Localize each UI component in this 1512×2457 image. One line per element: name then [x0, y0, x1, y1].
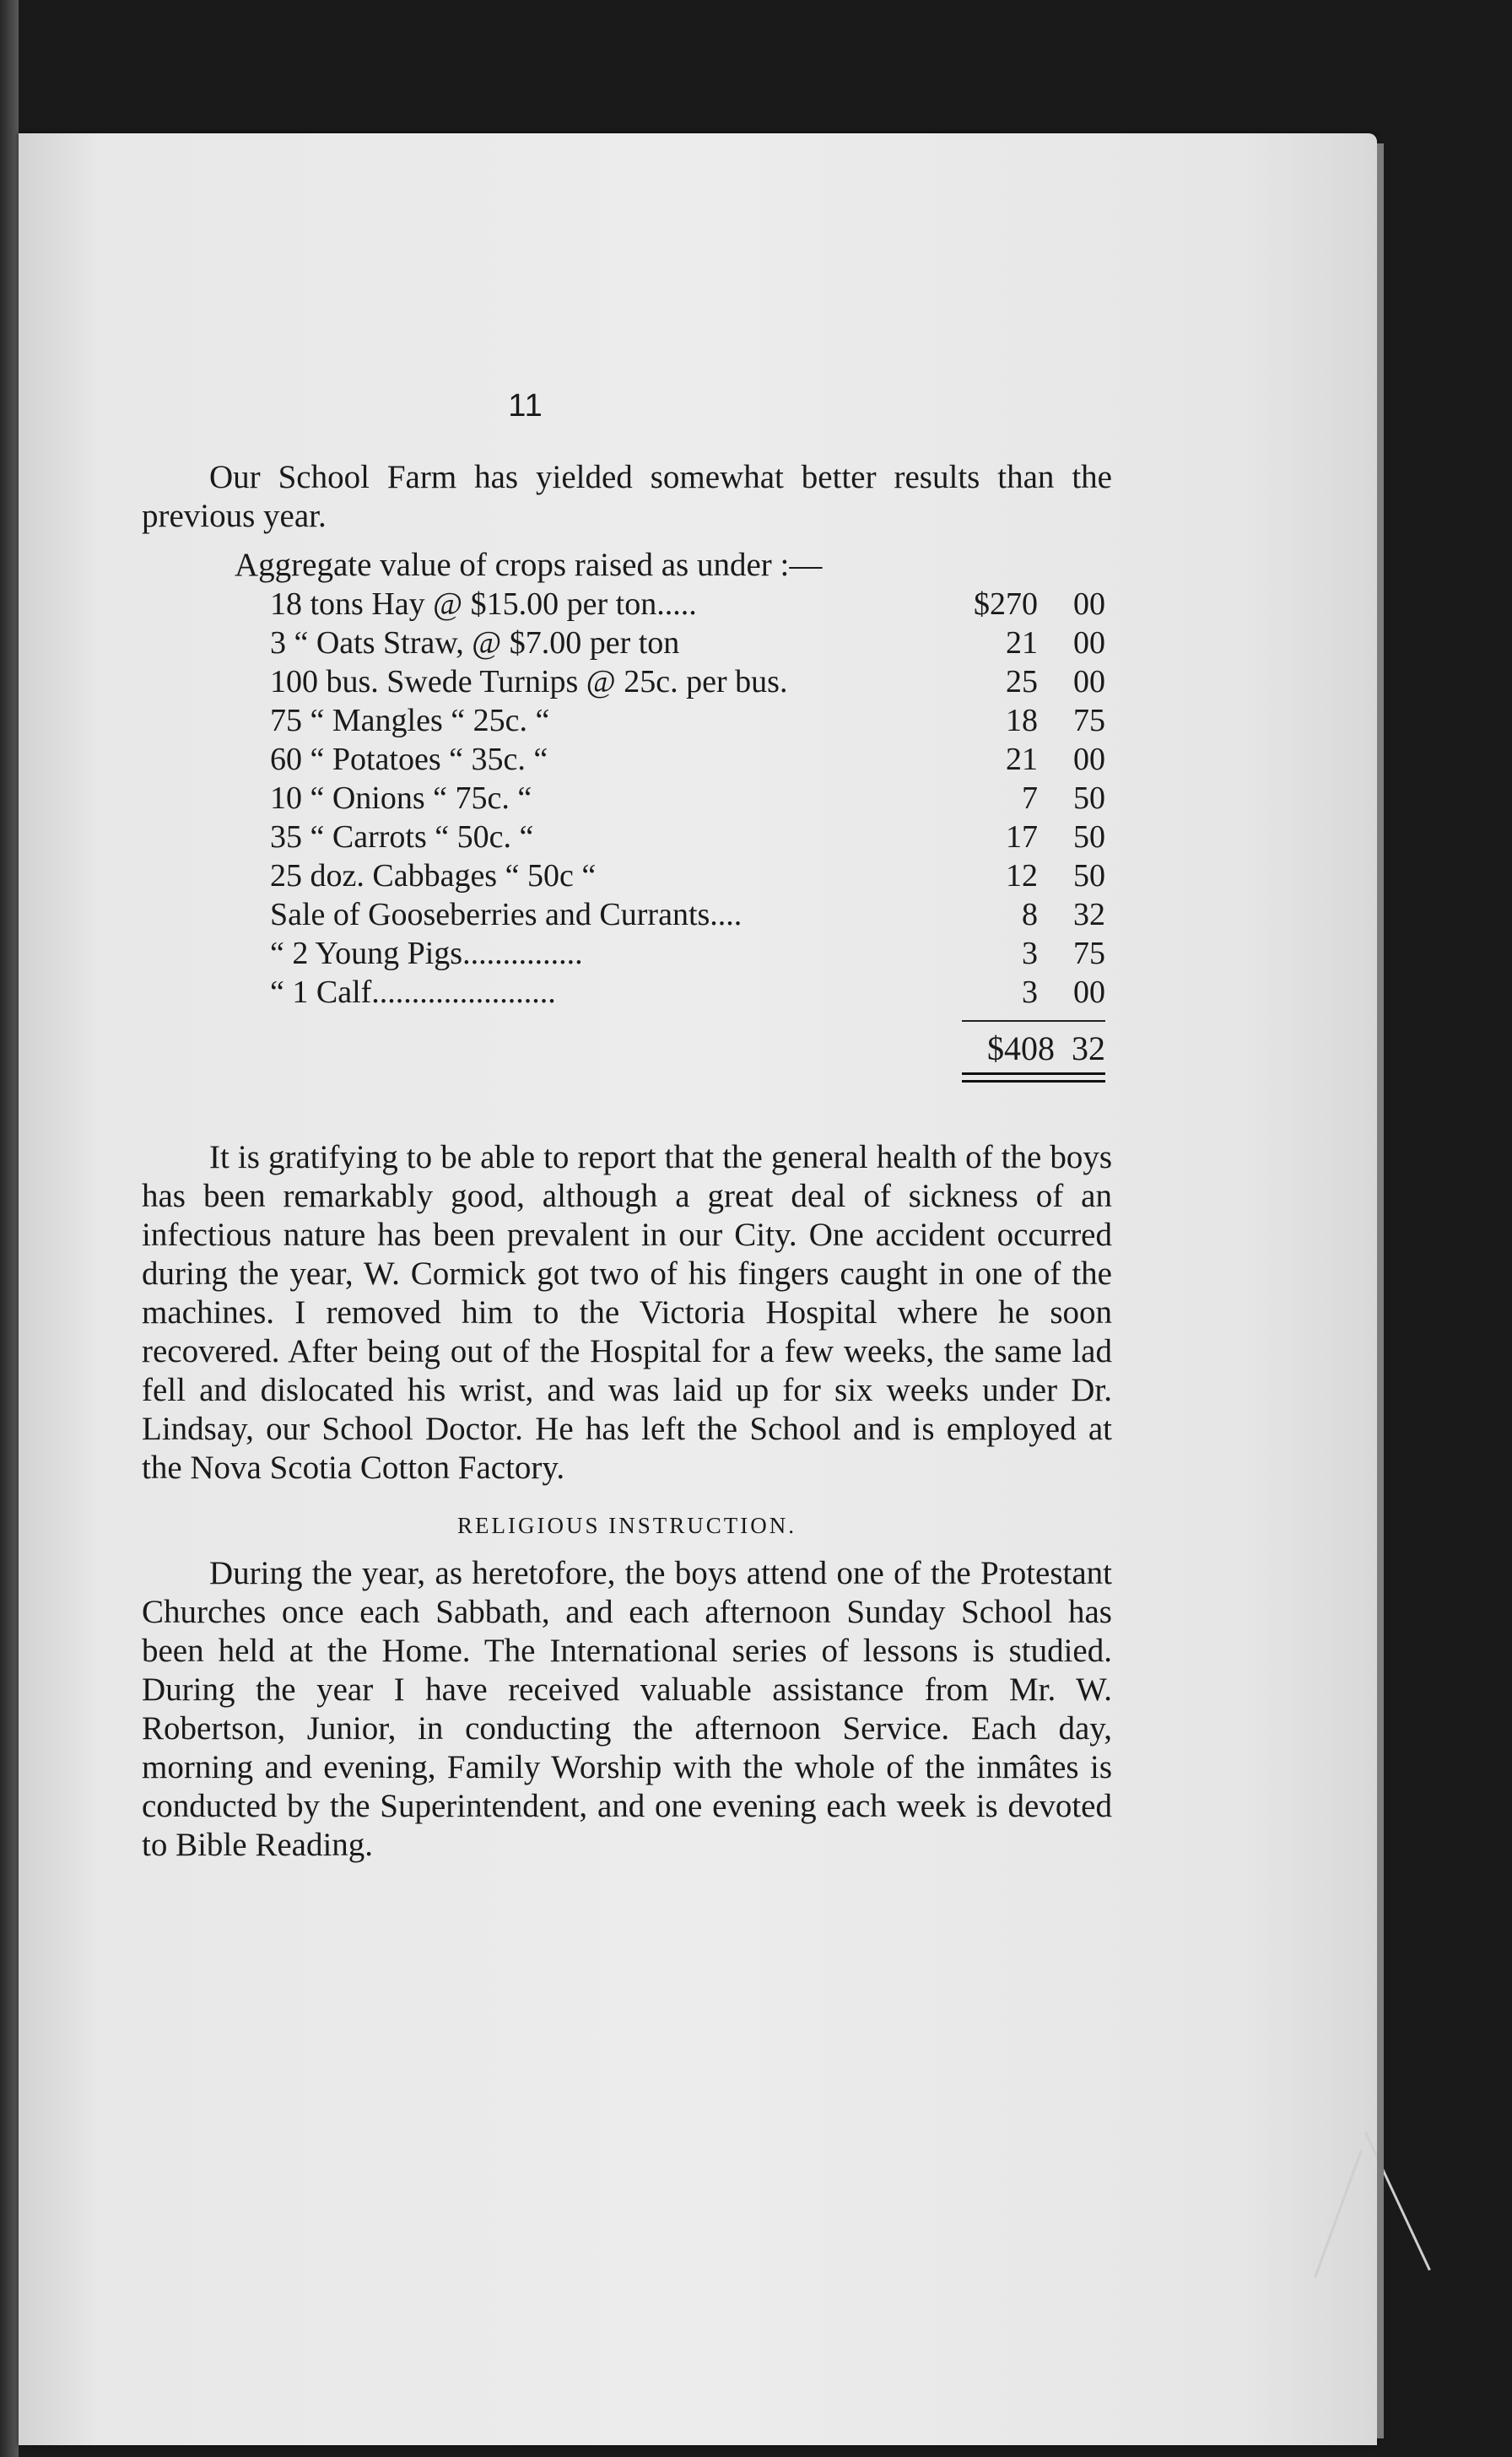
crop-row: [270, 895, 1105, 934]
crop-dollars: 7: [1022, 780, 1038, 816]
crop-row: [270, 818, 1105, 856]
crop-dollars: 3: [1022, 936, 1038, 971]
total-dollars: $408: [987, 1029, 1055, 1067]
crop-description: 75 “ Mangles “ 25c. “: [270, 703, 550, 738]
page-mark: [1364, 2132, 1431, 2271]
crop-cents: 00: [1073, 975, 1105, 1010]
crop-description: 25 doz. Cabbages “ 50c “: [270, 858, 597, 894]
page-number: 11: [508, 388, 543, 424]
total-block: [270, 1012, 1105, 1104]
crop-row: [270, 585, 1105, 624]
crop-row: [270, 934, 1105, 973]
crop-row: [270, 701, 1105, 740]
crop-description: “ 2 Young Pigs...............: [270, 936, 583, 971]
crop-row: [270, 624, 1105, 662]
crop-dollars: 8: [1022, 897, 1038, 932]
crop-cents: 00: [1073, 742, 1105, 777]
health-paragraph: It is gratifying to be able to report that the general health of the boys has been remarkably good, although a great deal of sickness of an infectious nature has been prevalent in our City. One accident occurred during the year, W. Cormick got two of his fingers caught in one of the machines. I removed him to the Victoria Hospital where he soon recovered. After being out of the Hospital for a few weeks, the same lad fell and dislocated his wrist, and was laid up for six weeks under Dr. Lindsay, our School Doctor. He has left the School and is employed at the Nova Scotia Cotton Factory.: [142, 1139, 1112, 1486]
total-line: [962, 1029, 1105, 1068]
crop-row: [270, 779, 1105, 818]
crop-cents: 75: [1073, 703, 1105, 738]
religious-paragraph: During the year, as heretofore, the boys attend one of the Protestant Churches once each Sabbath, and each afternoon Sunday School has been held at the Home. The International series of lessons is studied. During the year I have received valuable assistance from Mr. W. Robertson, Junior, in conducting the afternoon Service. Each day, morning and evening, Family Worship with the whole of the inmâtes is conducted by the Superintendent, and one evening each week is devoted to Bible Reading.: [142, 1555, 1112, 1863]
crop-description: 3 “ Oats Straw, @ $7.00 per ton: [270, 625, 680, 661]
scan-backdrop: [0, 0, 19, 2457]
crop-row: [270, 973, 1105, 1012]
crop-dollars: 18: [1006, 703, 1038, 738]
crop-dollars: 12: [1006, 858, 1038, 894]
total-double-rule: [962, 1072, 1105, 1083]
crop-description: Sale of Gooseberries and Currants....: [270, 897, 742, 932]
page-content: [142, 388, 1112, 1865]
crop-dollars: 17: [1006, 819, 1038, 855]
crop-description: 60 “ Potatoes “ 35c. “: [270, 742, 548, 777]
crop-cents: 50: [1073, 819, 1105, 855]
crop-table: [270, 585, 1105, 1012]
crop-row: [270, 740, 1105, 779]
total-rule: [962, 1020, 1105, 1022]
crop-dollars: 25: [1006, 664, 1038, 699]
crop-cents: 75: [1073, 936, 1105, 971]
crop-cents: 00: [1073, 664, 1105, 699]
page-edge: [1377, 143, 1384, 2438]
crop-row: [270, 662, 1105, 701]
crop-cents: 32: [1073, 897, 1105, 932]
crop-description: “ 1 Calf.......................: [270, 975, 556, 1010]
crop-dollars: 21: [1006, 625, 1038, 661]
crop-description: 10 “ Onions “ 75c. “: [270, 780, 532, 816]
aggregate-intro: Aggregate value of crops raised as under :—: [235, 547, 823, 583]
crop-dollars: 21: [1006, 742, 1038, 777]
page-mark: [1314, 2150, 1363, 2277]
crop-cents: 00: [1073, 625, 1105, 661]
crop-description: 35 “ Carrots “ 50c. “: [270, 819, 534, 855]
farm-intro-paragraph: Our School Farm has yielded somewhat better results than the previous year.: [142, 459, 1112, 534]
crop-description: 100 bus. Swede Turnips @ 25c. per bus.: [270, 664, 788, 699]
crop-description: 18 tons Hay @ $15.00 per ton.....: [270, 586, 697, 622]
crop-cents: 50: [1073, 858, 1105, 894]
crop-dollars: $270: [974, 586, 1038, 622]
crop-cents: 50: [1073, 780, 1105, 816]
total-cents: 32: [1072, 1029, 1105, 1067]
religious-instruction-heading: RELIGIOUS INSTRUCTION.: [457, 1513, 796, 1538]
crop-cents: 00: [1073, 586, 1105, 622]
crop-row: [270, 856, 1105, 895]
crop-dollars: 3: [1022, 975, 1038, 1010]
